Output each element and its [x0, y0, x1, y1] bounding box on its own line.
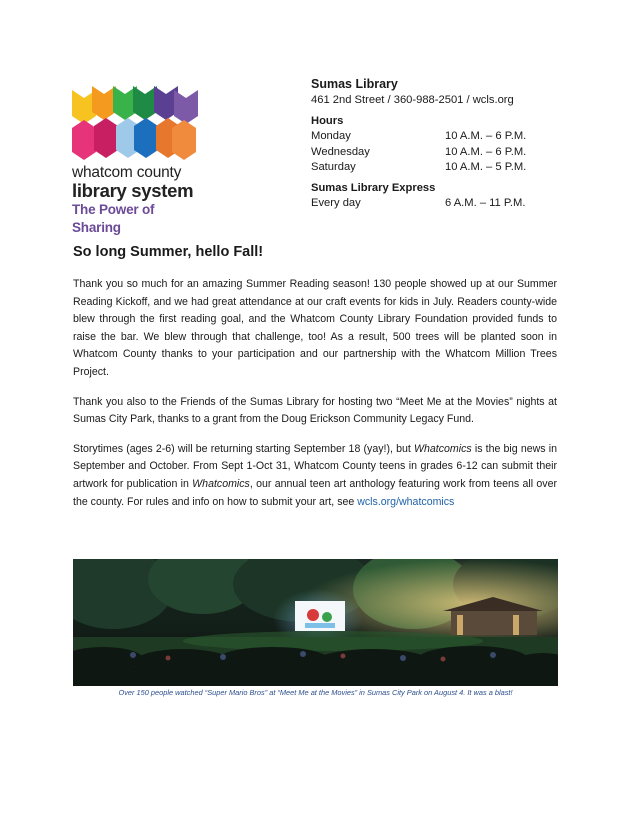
hours-row	[311, 129, 551, 145]
hours-day: Monday	[311, 130, 351, 142]
library-info	[311, 76, 551, 212]
logo-line-1: whatcom county	[72, 164, 182, 181]
hours-time: 10 A.M. – 6 P.M.	[445, 145, 527, 158]
movie-night-photo	[73, 559, 558, 686]
logo-mark-icon	[72, 80, 198, 160]
hours-time: 10 A.M. – 5 P.M.	[445, 161, 527, 173]
hours-heading: Hours	[311, 114, 344, 127]
paragraph-2: Thank you also to the Friends of the Sumas Library for hosting two “Meet Me at the Movies” nights at Sumas City Park, thanks to a grant from the Doug Erickson Community Legacy Fund.	[73, 395, 557, 426]
hours-row	[311, 145, 551, 161]
article-title: So long Summer, hello Fall!	[73, 244, 264, 260]
express-heading: Sumas Library Express	[311, 181, 436, 194]
article-body	[73, 276, 557, 523]
whatcomics-title: Whatcomics	[192, 477, 250, 490]
whatcomics-title: Whatcomics	[413, 442, 472, 455]
library-address: 461 2nd Street / 360-988-2501 / wcls.org	[311, 94, 514, 106]
hours-row	[311, 160, 551, 176]
paragraph-3-text: Storytimes (ages 2-6) will be returning starting September 18 (yay!), but	[73, 442, 414, 455]
express-time: 6 A.M. – 11 P.M.	[445, 197, 526, 209]
hours-time: 10 A.M. – 6 P.M.	[445, 130, 527, 142]
paragraph-3-text: is the big news in September and October. From Sept 1-Oct 31, Whatcom County teens in grades 6-12 can submit their artwork for publication in	[73, 442, 557, 490]
hours-day: Saturday	[311, 161, 356, 173]
hours-day: Wednesday	[311, 145, 370, 158]
paragraph-3-text: , our annual teen art anthology featuring work from teens all over the county. For rules and info on how to submit your art, see	[73, 477, 557, 508]
logo-line-2: library system	[72, 180, 194, 201]
library-name: Sumas Library	[311, 77, 398, 91]
whatcomics-link[interactable]: wcls.org/whatcomics	[357, 495, 455, 508]
paragraph-3	[73, 441, 557, 511]
logo-tagline: The Power of Sharing	[72, 202, 155, 235]
paragraph-1: Thank you so much for an amazing Summer Reading season! 130 people showed up at our Summer Reading Kickoff, and we had great attendance at our craft events for kids in July. Readers county-wide blew through the first reading goal, and the Whatcom County Library Foundation provided funds to raise the bar. We blew through that challenge, too! As a result, 500 trees will be planted soon in Whatcom County thanks to your participation and our partnership with the Whatcom Million Trees Project.	[73, 278, 557, 378]
photo-caption: Over 150 people watched “Super Mario Bros” at “Meet Me at the Movies” in Sumas City Park on August 4. It was a blast!	[118, 688, 513, 697]
wcls-logo	[72, 80, 202, 237]
express-hours-row	[311, 196, 551, 212]
express-day: Every day	[311, 197, 361, 209]
